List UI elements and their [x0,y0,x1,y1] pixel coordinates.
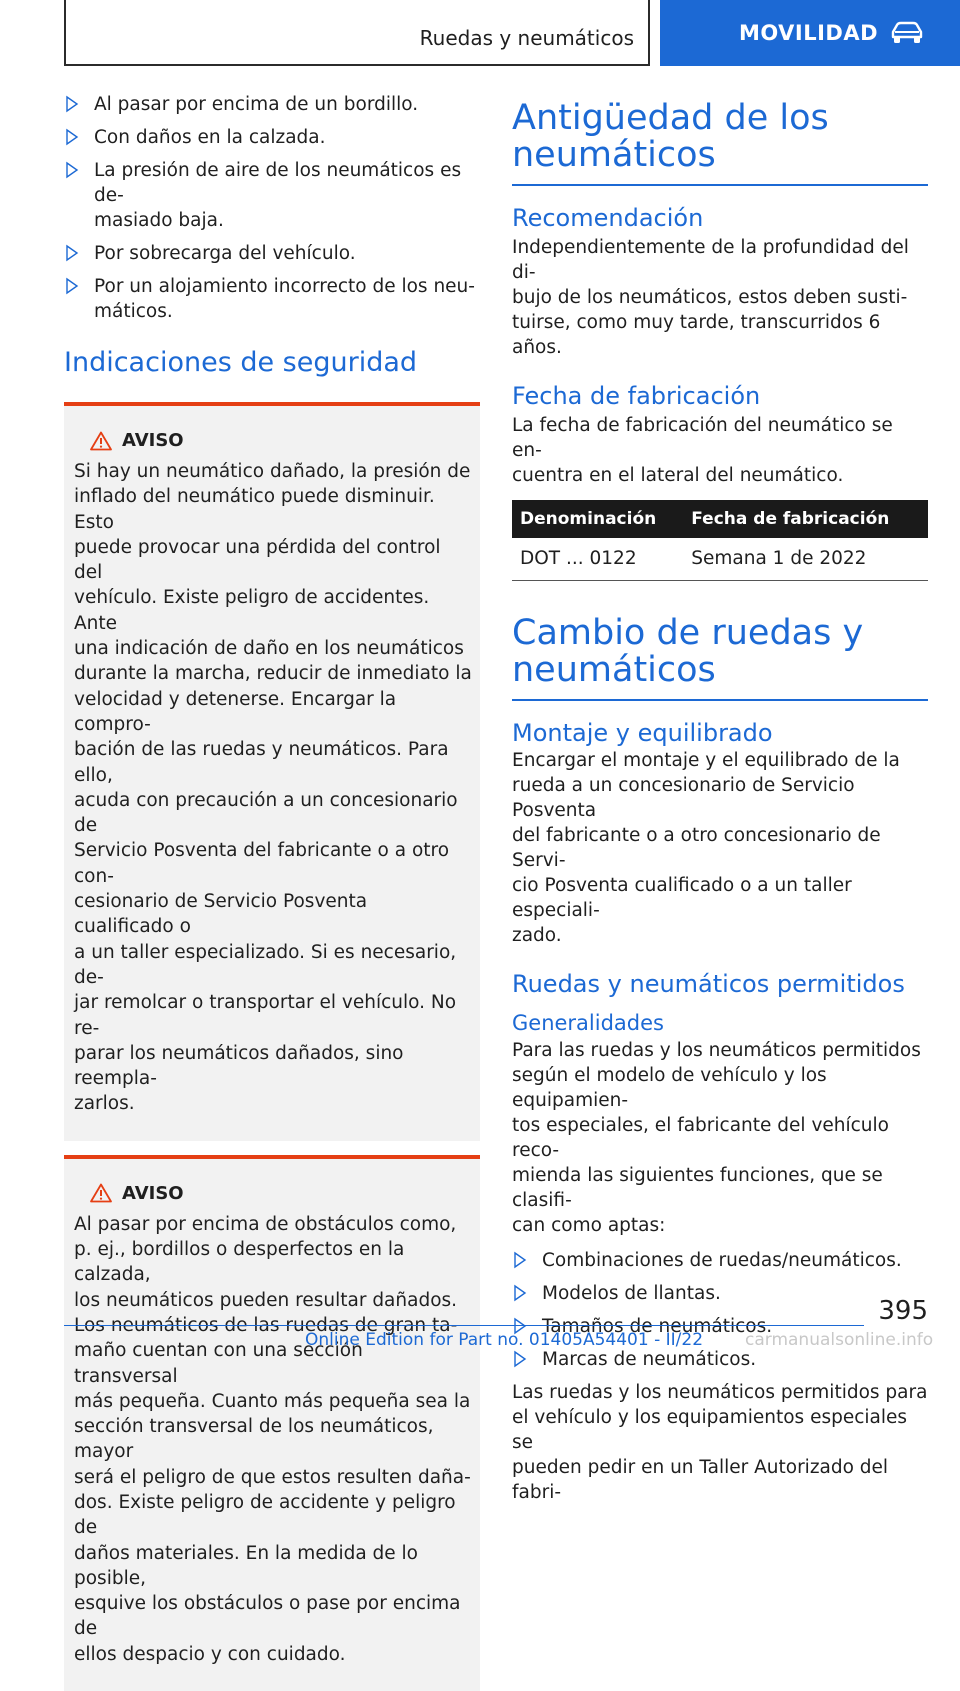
table-row [512,538,928,580]
header-frame [64,0,650,66]
list-item: Marcas de neumáticos. [512,1347,928,1372]
bullet-triangle-icon [66,277,78,295]
list-item: Con daños en la calzada. [64,125,480,150]
table-header: Fecha de fabricación [683,500,928,538]
table-cell: DOT ... 0122 [512,538,683,580]
warning-triangle-icon [90,431,112,451]
fabrication-text: La fecha de fabricación del neumático se en- cuentra en el lateral del neumático. [512,415,893,486]
bullet-triangle-icon [66,244,78,262]
warning-box [64,1155,480,1691]
age-title: Antigüedad de los neumáticos [512,98,829,175]
recommendation-heading: Recomendación [512,204,704,232]
chapter-tab [660,0,960,66]
list-item: Combinaciones de ruedas/neumáticos. [512,1248,928,1273]
general-heading: Generalidades [512,1010,664,1035]
fabrication-heading: Fecha de fabricación [512,382,761,410]
bullet-triangle-icon [514,1284,526,1302]
list-item: Al pasar por encima de un bordillo. [64,92,480,117]
permitted-heading: Ruedas y neumáticos permitidos [512,969,905,998]
list-item: Tamaños de neumáticos. [512,1314,928,1339]
footer-edition: Online Edition for Part no. 01405A54401 - II/22 [305,1330,704,1350]
warning-triangle-icon [90,1183,112,1203]
recommendation-text: Independientemente de la profundidad del di- bujo de los neumáticos, estos deben susti- tuirse, como muy tarde, transcurridos 6 años. [512,237,909,358]
warning-text: Si hay un neumático dañado, la presión de inflado del neumático puede disminuir. Esto puede provocar una pérdida del control del vehículo. Existe peligro de accidentes. Ante una indicación de daño en los neumáticos durante la marcha, reducir de inmediato la velocidad y detenerse. Encargar la compro- bación de las ruedas y neumáticos. Para ello, acuda con precaución a un concesionario de Servicio Posventa del fabricante o a otro con- cesionario de Servicio Posventa cualificado o a un taller especializado. Si es necesario, de- jar remolcar o transportar el vehículo. No re- parar los neumáticos dañados, sino reempla- zarlos. [74,461,472,1115]
bullet-triangle-icon [66,95,78,113]
fabrication-table [512,500,928,581]
right-column [512,100,928,1505]
warning-text: Al pasar por encima de obstáculos como, p. ej., bordillos o desperfectos en la calzada, los neumáticos pueden resultar dañados. Los neumáticos de las ruedas de gran ta- maño cuentan con una sección transversal más pequeña. Cuanto más pequeña sea la sección transversal de los neumáticos, mayor será el peligro de que estos resulten daña- dos. Existe peligro de accidente y peligro de daños materiales. En la medida de lo posible, esquive los obstáculos o pase por encima de ellos despacio y con cuidado. [74,1213,471,1665]
bullet-triangle-icon [66,128,78,146]
general-text: Para las ruedas y los neumáticos permitidos según el modelo de vehículo y los equipamien- tos especiales, el fabricante del vehículo reco- mienda las siguientes funciones, que se clasifi- can como aptas: [512,1039,921,1236]
section-rule [512,184,928,186]
list-item: Por sobrecarga del vehículo. [64,241,480,266]
table-header: Denominación [512,500,683,538]
chapter-label: MOVILIDAD [738,21,878,45]
list-item: La presión de aire de los neumáticos es de- masiado baja. [64,158,480,233]
section-rule [512,699,928,701]
page-number: 395 [878,1296,928,1326]
warning-title: AVISO [90,428,472,453]
mounting-text: Encargar el montaje y el equilibrado de la rueda a un concesionario de Servicio Posventa del fabricante o a otro concesionario de Servi- cio Posventa cualificado o a un taller especiali- zado. [512,749,900,946]
warning-box [64,402,480,1141]
car-icon [890,21,924,45]
list-item: Modelos de llantas. [512,1281,928,1306]
bullet-triangle-icon [66,161,78,179]
warning-title: AVISO [90,1181,472,1206]
mounting-heading: Montaje y equilibrado [512,718,773,747]
change-title: Cambio de ruedas y neumáticos [512,612,864,690]
footer-rule [64,1325,864,1326]
section-title: Ruedas y neumáticos [419,26,634,50]
permitted-list [512,1248,928,1372]
list-item: Por un alojamiento incorrecto de los neu- máticos. [64,274,480,324]
table-cell: Semana 1 de 2022 [683,538,928,580]
bullet-triangle-icon [514,1251,526,1269]
condition-list [64,92,480,324]
watermark: carmanualsonline.info [745,1330,934,1350]
closing-text: Las ruedas y los neumáticos permitidos para el vehículo y los equipamientos especiales se pueden pedir en un Taller Autorizado del fabri- [512,1381,928,1503]
bullet-triangle-icon [514,1350,526,1368]
safety-heading: Indicaciones de seguridad [64,347,418,378]
left-column [64,92,480,1691]
